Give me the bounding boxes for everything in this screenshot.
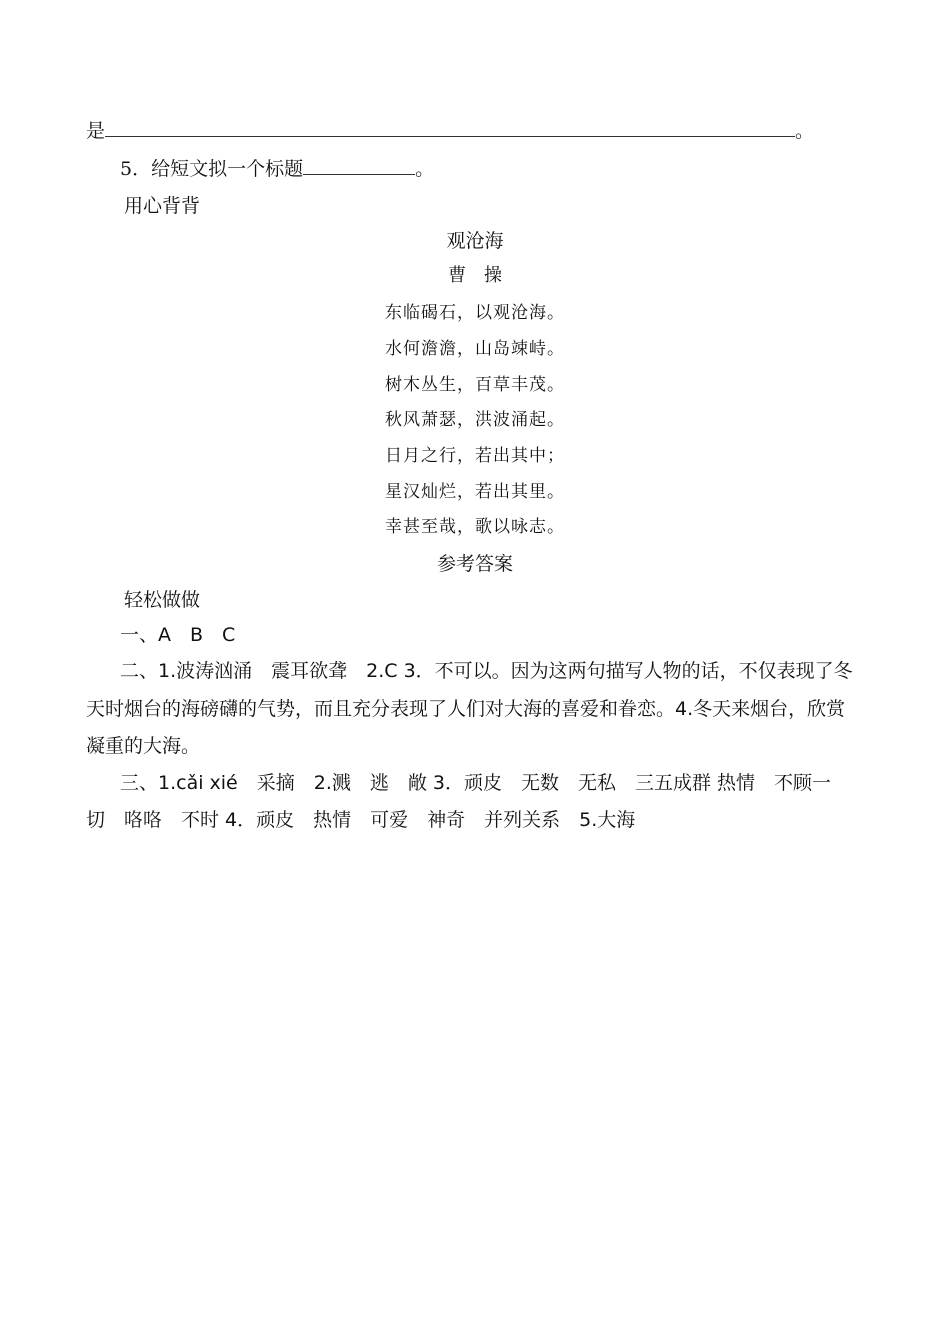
question-5-end: 。 xyxy=(415,158,435,180)
poem-line: 日月之行，若出其中； xyxy=(385,446,565,466)
answer-part-2-line: 天时烟台的海磅礴的气势，而且充分表现了人们对大海的喜爱和眷恋。4.冬天来烟台，欣赏 xyxy=(86,698,846,720)
question-4-end: 。 xyxy=(795,120,815,142)
answer-part-3-line: 三、1.cǎi xié 采摘 2.溅 逃 敞 3．顽皮 无数 无私 三五成群 热情 不顾一 xyxy=(120,772,832,794)
answer-part-2-line: 凝重的大海。 xyxy=(86,735,201,757)
poem-line: 树木丛生，百草丰茂。 xyxy=(385,375,565,395)
poem-line: 秋风萧瑟，洪波涌起。 xyxy=(385,410,565,430)
answers-section-heading: 轻松做做 xyxy=(124,589,201,611)
question-5 xyxy=(120,154,434,181)
question-5-text: 给短文拟一个标题 xyxy=(151,158,304,180)
answer-part-2-line: 二、1.波涛汹涌 震耳欲聋 2.C 3．不可以。因为这两句描写人物的话，不仅表现了冬 xyxy=(120,660,853,682)
poem-line: 东临碣石，以观沧海。 xyxy=(385,303,565,323)
answer-part-3-line: 切 咯咯 不时 4．顽皮 热情 可爱 神奇 并列关系 5.大海 xyxy=(86,809,636,831)
recite-heading: 用心背背 xyxy=(124,195,201,217)
title-blank[interactable] xyxy=(303,156,415,175)
poem-line: 幸甚至哉，歌以咏志。 xyxy=(385,517,565,537)
question-4-answer-line xyxy=(86,116,814,143)
answer-blank[interactable] xyxy=(105,118,795,137)
question-5-number: 5． xyxy=(120,158,152,180)
answer-part-1: 一、A B C xyxy=(120,624,236,646)
question-4-prefix: 是 xyxy=(86,120,106,142)
poem-line: 水何澹澹，山岛竦峙。 xyxy=(385,339,565,359)
poem-line: 星汉灿烂，若出其里。 xyxy=(385,482,565,502)
answers-heading: 参考答案 xyxy=(436,553,513,575)
poem-title: 观沧海 xyxy=(446,230,504,252)
poem-author: 曹 操 xyxy=(448,265,502,286)
